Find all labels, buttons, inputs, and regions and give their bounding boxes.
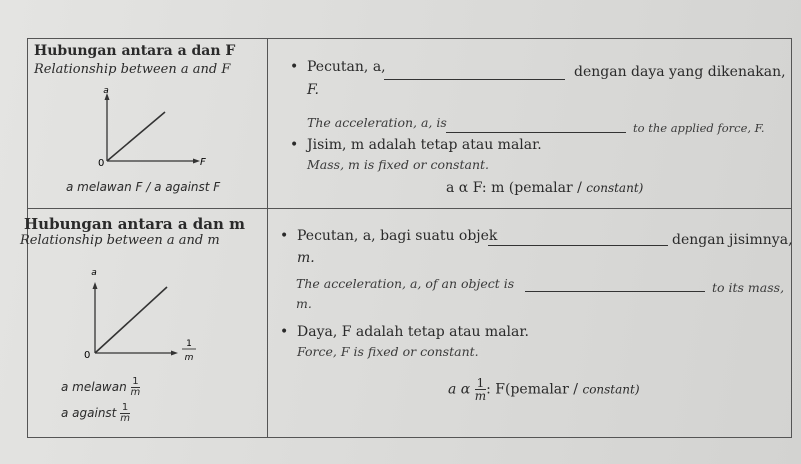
row2-x-den: m [184, 353, 194, 363]
row1-relation-main: a α F: m (pemalar / [446, 180, 582, 196]
row1-bullet1-ms-cont: F. [307, 82, 319, 98]
row1-caption: a melawan F / a against F [66, 180, 221, 194]
row2-relation [448, 377, 640, 402]
row2-caption2-frac [120, 403, 130, 424]
row2-line [95, 287, 167, 353]
row1-bullet2-en: Mass, m is fixed or constant. [307, 157, 489, 172]
row2-relation-main: : F(pemalar / [486, 381, 579, 398]
row1-x-label: F [200, 157, 206, 168]
row2-x-num: 1 [186, 339, 192, 349]
row2-origin-label: 0 [84, 350, 91, 361]
bullet-dot: • [290, 59, 299, 75]
frac-numerator: 1 [476, 376, 485, 390]
frac-denominator: m [130, 387, 141, 398]
bullet-dot: • [280, 228, 289, 244]
row1-relation-tail: constant) [586, 181, 644, 195]
row1-graph [83, 87, 213, 177]
row2-relation-frac [475, 377, 486, 402]
row1-bullet1-ms-start: Pecutan, a, [307, 59, 386, 75]
row2-title-en: Relationship between a and m [20, 233, 220, 248]
row2-relation-tail: constant) [582, 382, 640, 397]
row2-bullet2-en: Force, F is fixed or constant. [297, 344, 479, 359]
row2-title-ms: Hubungan antara a dan m [24, 215, 245, 233]
column-divider [267, 39, 268, 437]
row2-x-arrow [171, 351, 178, 356]
row2-graph [73, 265, 218, 365]
row1-x-arrow [193, 159, 200, 164]
row2-caption1 [61, 377, 140, 398]
frac-denominator: m [474, 389, 487, 403]
row1-bullet1-en-start: The acceleration, a, is [307, 115, 447, 130]
row1-bullet1-en-end: to the applied force, F. [633, 121, 765, 135]
row2-bullet1-en-cont: m. [296, 296, 312, 311]
row1-blank-en[interactable] [446, 132, 626, 133]
frac-numerator: 1 [121, 402, 129, 413]
row1-bullet1-ms-end: dengan daya yang dikenakan, [574, 64, 786, 80]
row2-bullet2-ms: Daya, F adalah tetap atau malar. [297, 324, 529, 340]
row2-blank-ms[interactable] [488, 245, 668, 246]
row2-caption1-prefix: a melawan [61, 380, 127, 394]
bullet-dot: • [280, 324, 289, 340]
row2-caption2 [61, 403, 130, 424]
row-divider [28, 208, 791, 209]
row2-caption1-frac [131, 377, 141, 398]
row1-title-ms: Hubungan antara a dan F [34, 43, 236, 59]
row2-bullet1-en-end: to its mass, [712, 280, 785, 295]
row1-title-en: Relationship between a and F [34, 62, 231, 77]
row1-blank-ms[interactable] [384, 79, 565, 80]
row1-y-label: a [103, 87, 109, 96]
row1-relation [446, 180, 643, 196]
relationship-table [20, 38, 793, 438]
row1-line [107, 112, 165, 161]
row2-caption2-prefix: a against [61, 406, 117, 420]
row2-bullet1-en-start: The acceleration, a, of an object is [296, 276, 515, 291]
row2-bullet1-ms-start: Pecutan, a, bagi suatu objek [297, 228, 498, 244]
row1-origin-label: 0 [98, 158, 105, 169]
row2-y-arrow [93, 282, 98, 289]
row2-bullet1-ms-end: dengan jisimnya, [672, 232, 793, 248]
row2-blank-en[interactable] [525, 291, 705, 292]
row2-relation-prefix: a α [448, 381, 471, 398]
bullet-dot: • [290, 137, 299, 153]
frac-denominator: m [120, 413, 130, 424]
row1-bullet2-ms: Jisim, m adalah tetap atau malar. [307, 137, 542, 153]
frac-numerator: 1 [132, 376, 139, 387]
row2-bullet1-ms-cont: m. [297, 250, 315, 266]
row2-y-label: a [91, 268, 97, 278]
